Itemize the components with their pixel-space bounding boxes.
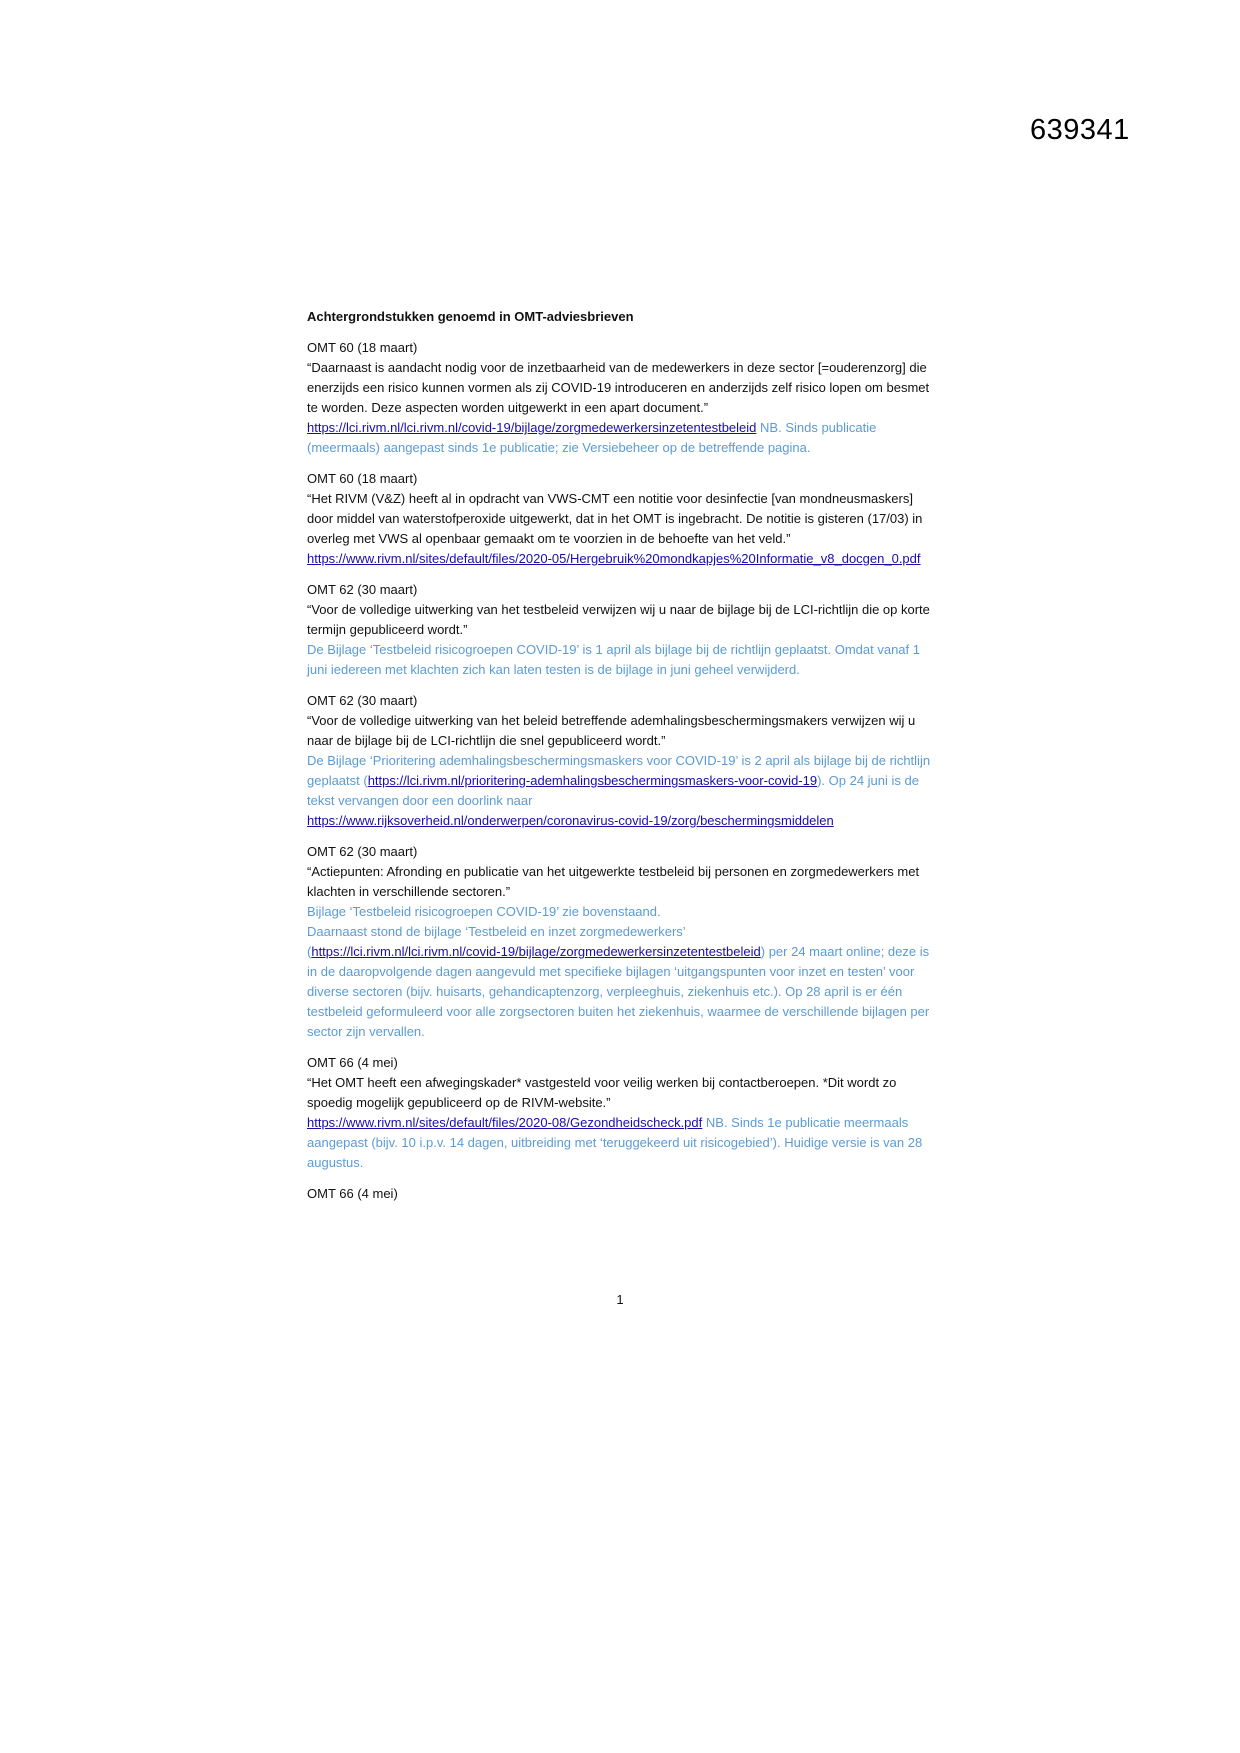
entry-link[interactable]: https://www.rivm.nl/sites/default/files/2020-05/Hergebruik%20mondkapjes%20Informatie_v8_docgen_0.pdf: [307, 551, 921, 566]
entry: [307, 842, 939, 1042]
entry-quote: “Het OMT heeft een afwegingskader* vastgesteld voor veilig werken bij contactberoepen. *Dit wordt zo spoedig mogelijk gepubliceerd op de RIVM-website.”: [307, 1075, 897, 1110]
entry: [307, 691, 939, 831]
document-body: [307, 307, 939, 1215]
entry-link[interactable]: https://www.rijksoverheid.nl/onderwerpen/coronavirus-covid-19/zorg/beschermingsmiddelen: [307, 813, 834, 828]
entry-note: NB. Sinds publicatie (meermaals) aangepast sinds 1e publicatie; zie Versiebeheer op de betreffende pagina.: [307, 420, 877, 455]
entry-note-open: (: [307, 944, 312, 959]
entry-heading: OMT 60 (18 maart): [307, 471, 418, 486]
entry-note-line1: Bijlage ‘Testbeleid risicogroepen COVID-19’ zie bovenstaand.: [307, 904, 661, 919]
entry-note-after: ). Op 24 juni is de tekst vervangen door een doorlink naar: [307, 773, 919, 808]
entry-link[interactable]: https://www.rivm.nl/sites/default/files/2020-08/Gezondheidscheck.pdf: [307, 1115, 703, 1130]
entry: [307, 338, 939, 458]
entry-heading: OMT 62 (30 maart): [307, 693, 418, 708]
entry-heading: OMT 62 (30 maart): [307, 844, 418, 859]
entry-note-after: ) per 24 maart online; deze is in de daaropvolgende dagen aangevuld met specifieke bijlagen ‘uitgangspunten voor inzet en testen’ voor diverse sectoren (bijv. huisarts, gehandicaptenzorg, verpleeghuis, ziekenhuis etc.). Op 28 april is er één testbeleid geformuleerd voor alle zorgsectoren buiten het ziekenhuis, waarmee de verschillende bijlagen per sector zijn vervallen.: [307, 944, 930, 1039]
entry-quote: “Het RIVM (V&Z) heeft al in opdracht van VWS-CMT een notitie voor desinfectie [van mondneusmaskers] door middel van waterstofperoxide uitgewerkt, dat in het OMT is ingebracht. De notitie is gisteren (17/03) in overleg met VWS al openbaar gemaakt om te voorzien in de behoefte van het veld.”: [307, 491, 923, 546]
entry-quote: “Voor de volledige uitwerking van het testbeleid verwijzen wij u naar de bijlage bij de LCI-richtlijn die op korte termijn gepubliceerd wordt.”: [307, 602, 930, 637]
entry-note-line2: Daarnaast stond de bijlage ‘Testbeleid en inzet zorgmedewerkers’: [307, 924, 686, 939]
entry-quote: “Voor de volledige uitwerking van het beleid betreffende ademhalingsbeschermingsmakers verwijzen wij u naar de bijlage bij de LCI-richtlijn die snel gepubliceerd wordt.”: [307, 713, 916, 748]
entry-heading: OMT 66 (4 mei): [307, 1055, 398, 1070]
entry-heading: OMT 66 (4 mei): [307, 1186, 398, 1201]
entry-note: De Bijlage ‘Testbeleid risicogroepen COVID-19’ is 1 april als bijlage bij de richtlijn geplaatst. Omdat vanaf 1 juni iedereen met klachten zich kan laten testen is de bijlage in juni geheel verwijderd.: [307, 642, 920, 677]
entry-note-before: De Bijlage ‘Prioritering ademhalingsbeschermingsmaskers voor COVID-19’ is 2 april als bijlage bij de richtlijn geplaatst (: [307, 753, 931, 788]
entry-link[interactable]: https://lci.rivm.nl/lci.rivm.nl/covid-19/bijlage/zorgmedewerkersinzetentestbeleid: [307, 420, 757, 435]
entry-note-link[interactable]: https://lci.rivm.nl/lci.rivm.nl/covid-19/bijlage/zorgmedewerkersinzetentestbeleid: [311, 944, 761, 959]
entry: [307, 1053, 939, 1173]
entry-heading: OMT 62 (30 maart): [307, 582, 418, 597]
entry: [307, 580, 939, 680]
entry: [307, 1184, 939, 1204]
entry-note-link[interactable]: https://lci.rivm.nl/prioritering-ademhalingsbeschermingsmaskers-voor-covid-19: [367, 773, 818, 788]
entry-heading: OMT 60 (18 maart): [307, 340, 418, 355]
entry-note: NB. Sinds 1e publicatie meermaals aangepast (bijv. 10 i.p.v. 14 dagen, uitbreiding met ‘teruggekeerd uit risicogebied’). Huidige versie is van 28 augustus.: [307, 1115, 923, 1170]
document-id-number: 639341: [1030, 114, 1130, 146]
entry-quote: “Actiepunten: Afronding en publicatie van het uitgewerkte testbeleid bij personen en zorgmedewerkers met klachten in verschillende sectoren.”: [307, 864, 920, 899]
document-title: Achtergrondstukken genoemd in OMT-adviesbrieven: [307, 309, 634, 324]
entry-quote: “Daarnaast is aandacht nodig voor de inzetbaarheid van de medewerkers in deze sector [=ouderenzorg] die enerzijds een risico kunnen vormen als zij COVID-19 introduceren en anderzijds zelf risico lopen om besmet te worden. Deze aspecten worden uitgewerkt in een apart document.”: [307, 360, 930, 415]
page-number: 1: [616, 1292, 624, 1307]
entry: [307, 469, 939, 569]
